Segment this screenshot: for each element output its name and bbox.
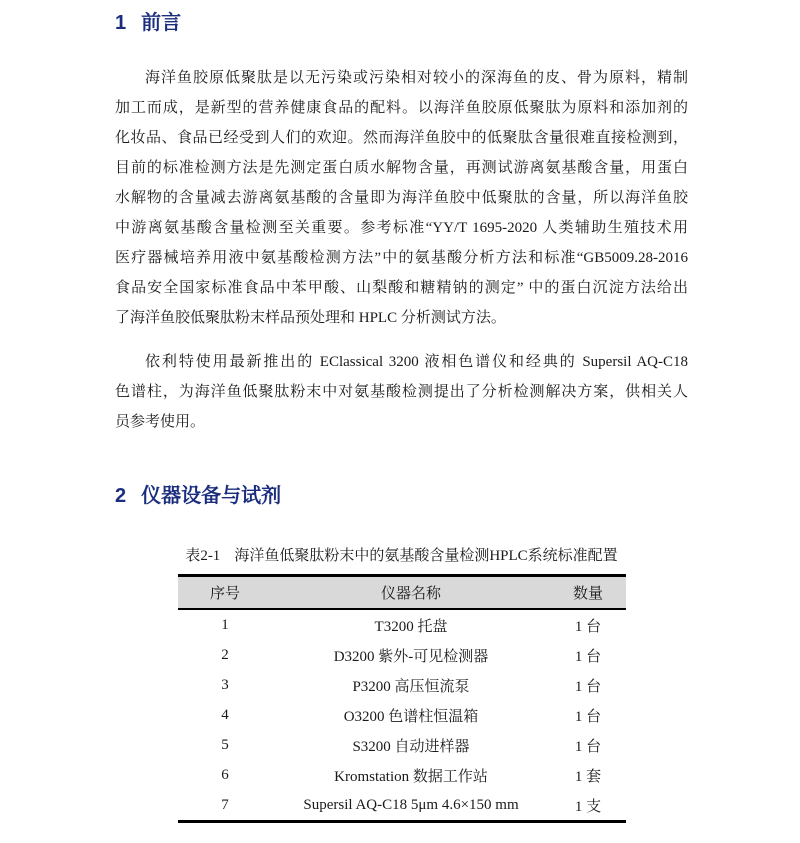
paragraph-line: 员参考使用。: [115, 414, 206, 430]
cell-instrument-name: Supersil AQ-C18 5μm 4.6×150 mm: [303, 796, 519, 813]
table-row: [178, 640, 626, 670]
paragraph-line: 加工而成，是新型的营养健康食品的配料。以海洋鱼胶原低聚肽为原料和添加剂的: [115, 100, 688, 116]
paragraph-line: 依利特使用最新推出的 EClassical 3200 液相色谱仪和经典的 Supersil AQ-C18: [145, 354, 688, 370]
section-heading-instruments: [115, 479, 281, 508]
table-row: [178, 730, 626, 760]
cell-serial: 2: [221, 646, 229, 663]
column-header-instrument-name: 仪器名称: [272, 576, 550, 610]
cell-quantity: 1 套: [574, 768, 602, 785]
cell-serial: 7: [221, 796, 229, 813]
paragraph-line: 色谱柱，为海洋鱼低聚肽粉末中对氨基酸检测提出了分析检测解决方案，供相关人: [115, 384, 688, 400]
instrument-config-table: [178, 574, 626, 823]
table-caption: [115, 544, 688, 565]
section-heading-preface: [115, 6, 181, 35]
paragraph-line: 化妆品、食品已经受到人们的欢迎。然而海洋鱼胶中的低聚肽含量很难直接检测到，: [115, 130, 688, 146]
table-row: [178, 790, 626, 822]
paragraph-line: 海洋鱼胶原低聚肽是以无污染或污染相对较小的深海鱼的皮、骨为原料，精制: [145, 70, 688, 86]
cell-instrument-name: Kromstation 数据工作站: [334, 768, 488, 785]
cell-instrument-name: D3200 紫外-可见检测器: [333, 648, 489, 665]
paragraph-line: 中游离氨基酸含量检测至关重要。参考标准“YY/T 1695-2020 人类辅助生殖技术用: [115, 220, 688, 236]
cell-serial: 1: [221, 616, 229, 633]
cell-instrument-name: S3200 自动进样器: [352, 738, 470, 755]
section-number: 2: [115, 485, 127, 507]
column-header-quantity: 数量: [550, 576, 626, 610]
cell-serial: 6: [221, 766, 229, 783]
table-caption-label: 表2-1: [185, 548, 221, 564]
table-header-row: [178, 576, 626, 610]
section-number: 1: [115, 12, 127, 34]
section-title: 前言: [141, 12, 182, 34]
paragraph-line: 目前的标准检测方法是先测定蛋白质水解物含量，再测试游离氨基酸含量，用蛋白: [115, 160, 688, 176]
cell-quantity: 1 台: [574, 738, 602, 755]
cell-serial: 3: [221, 676, 229, 693]
cell-instrument-name: P3200 高压恒流泵: [352, 678, 470, 695]
column-header-serial: 序号: [178, 576, 272, 610]
cell-serial: 4: [221, 706, 229, 723]
cell-quantity: 1 台: [574, 708, 602, 725]
paragraph-line: 了海洋鱼胶低聚肽粉末样品预处理和 HPLC 分析测试方法。: [115, 310, 506, 326]
solution-paragraph: [115, 347, 688, 437]
cell-instrument-name: O3200 色谱柱恒温箱: [343, 708, 479, 725]
table-caption-text: 海洋鱼低聚肽粉末中的氨基酸含量检测HPLC系统标准配置: [234, 548, 618, 564]
cell-quantity: 1 台: [574, 618, 602, 635]
table-row: [178, 700, 626, 730]
cell-quantity: 1 台: [574, 648, 602, 665]
table-row: [178, 670, 626, 700]
paragraph-line: 医疗器械培养用液中氨基酸检测方法”中的氨基酸分析方法和标准“GB5009.28-2016: [115, 250, 688, 266]
cell-serial: 5: [221, 736, 229, 753]
cell-quantity: 1 台: [574, 678, 602, 695]
cell-instrument-name: T3200 托盘: [374, 618, 448, 635]
table-row: [178, 760, 626, 790]
intro-paragraph: [115, 63, 688, 333]
table-row: [178, 609, 626, 640]
section-title: 仪器设备与试剂: [141, 485, 282, 507]
paragraph-line: 水解物的含量减去游离氨基酸的含量即为海洋鱼胶中低聚肽的含量，所以海洋鱼胶: [115, 190, 688, 206]
cell-quantity: 1 支: [574, 798, 602, 815]
paragraph-line: 食品安全国家标准食品中苯甲酸、山梨酸和糖精钠的测定” 中的蛋白沉淀方法给出: [115, 280, 688, 296]
